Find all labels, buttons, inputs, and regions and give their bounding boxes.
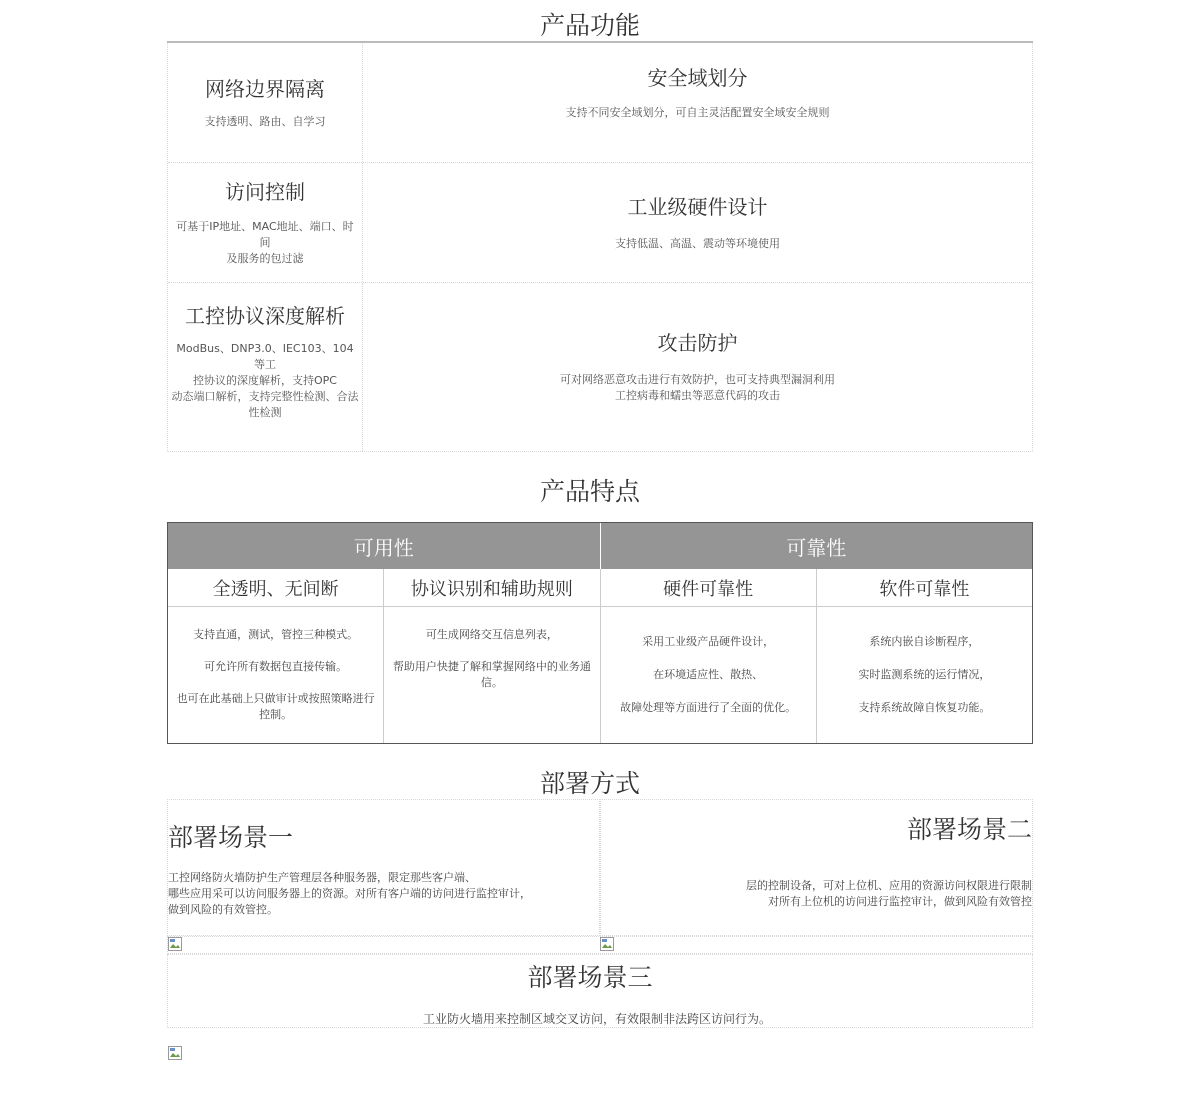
function-title: 安全域划分 — [647, 66, 748, 90]
feature-text: 可允许所有数据包直接传输。 — [204, 660, 348, 673]
scene-1-title: 部署场景一 — [168, 823, 294, 852]
feature-cell — [168, 607, 384, 743]
function-desc: 支持低温、高温、震动等环境使用 — [615, 236, 780, 250]
functions-grid — [167, 43, 1033, 452]
function-cell — [363, 43, 1032, 162]
feature-text: 可生成网络交互信息列表， — [425, 628, 558, 641]
feature-text: 支持系统故障自恢复功能。 — [858, 701, 991, 714]
function-row — [168, 283, 1032, 451]
function-cell — [168, 283, 363, 451]
deployment-title: 部署方式 — [539, 769, 640, 798]
scene-1-desc: 工控网络防火墙防护生产管理层各种服务器，限定那些客户端、 哪些应用采可以访问服务器上的资源。对所有客户端的访问进行监控审计， 做到风险的有效管控。 — [168, 871, 531, 916]
function-title: 工业级硬件设计 — [627, 194, 768, 219]
feature-text: 故障处理等方面进行了全面的优化。 — [620, 701, 797, 714]
feature-text: 帮助用户快捷了解和掌握网络中的业务通信。 — [392, 660, 591, 689]
features-table — [167, 522, 1033, 744]
function-cell — [363, 163, 1032, 282]
function-desc: 支持不同安全域划分，可自主灵活配置安全域安全规则 — [565, 106, 830, 119]
function-title: 工控协议深度解析 — [185, 304, 345, 328]
features-column-header — [168, 569, 1032, 607]
features-body — [168, 607, 1032, 743]
feature-text: 支持直通，测试，管控三种模式。 — [193, 628, 359, 641]
column-header: 全透明、无间断 — [168, 569, 384, 606]
features-group-header — [168, 523, 1032, 569]
feature-text: 采用工业级产品硬件设计， — [642, 635, 775, 648]
column-header: 协议识别和辅助规则 — [384, 569, 600, 606]
column-header: 硬件可靠性 — [601, 569, 817, 606]
broken-image-icon — [600, 937, 614, 951]
broken-image-icon — [168, 1046, 182, 1060]
scene-2-title: 部署场景二 — [906, 815, 1032, 844]
group-header-reliability: 可靠性 — [786, 535, 847, 560]
feature-text: 实时监测系统的运行情况， — [858, 668, 991, 681]
feature-text: 系统内嵌自诊断程序， — [869, 635, 980, 648]
feature-cell — [384, 607, 600, 743]
group-header-availability: 可用性 — [168, 523, 601, 569]
broken-image-icon — [168, 937, 182, 951]
function-desc: ModBus、DNP3.0、IEC103、104等工 控协议的深度解析，支持OPC 动态端口解析，支持完整性检测、合法 性检测 — [171, 342, 359, 419]
function-row — [168, 163, 1032, 283]
function-desc: 可对网络恶意攻击进行有效防护，也可支持典型漏洞利用 工控病毒和蠕虫等恶意代码的攻击 — [560, 373, 835, 402]
function-title: 访问控制 — [225, 179, 305, 204]
function-desc: 可基于IP地址、MAC地址、端口、时间 及服务的包过滤 — [176, 219, 354, 265]
feature-cell — [601, 607, 817, 743]
scene-2-desc: 层的控制设备，可对上位机、应用的资源访问权限进行限制 对所有上位机的访问进行监控审计，做到风险有效管控 — [746, 879, 1032, 908]
function-desc: 支持透明、路由、自学习 — [204, 114, 326, 128]
feature-text: 在环境适应性、散热、 — [653, 668, 764, 681]
function-row — [168, 43, 1032, 163]
scene-3-desc: 工业防火墙用来控制区域交叉访问，有效限制非法跨区访问行为。 — [422, 1012, 771, 1026]
function-cell — [168, 163, 363, 282]
function-cell — [363, 283, 1032, 451]
functions-title: 产品功能 — [539, 11, 640, 40]
features-title: 产品特点 — [539, 477, 640, 506]
function-cell — [168, 43, 363, 162]
function-title: 攻击防护 — [657, 331, 738, 355]
feature-cell — [817, 607, 1032, 743]
column-header: 软件可靠性 — [879, 578, 970, 600]
function-title: 网络边界隔离 — [205, 76, 325, 101]
feature-text: 也可在此基础上只做审计或按照策略进行控制。 — [176, 692, 375, 721]
scene-3-title: 部署场景三 — [527, 963, 653, 992]
